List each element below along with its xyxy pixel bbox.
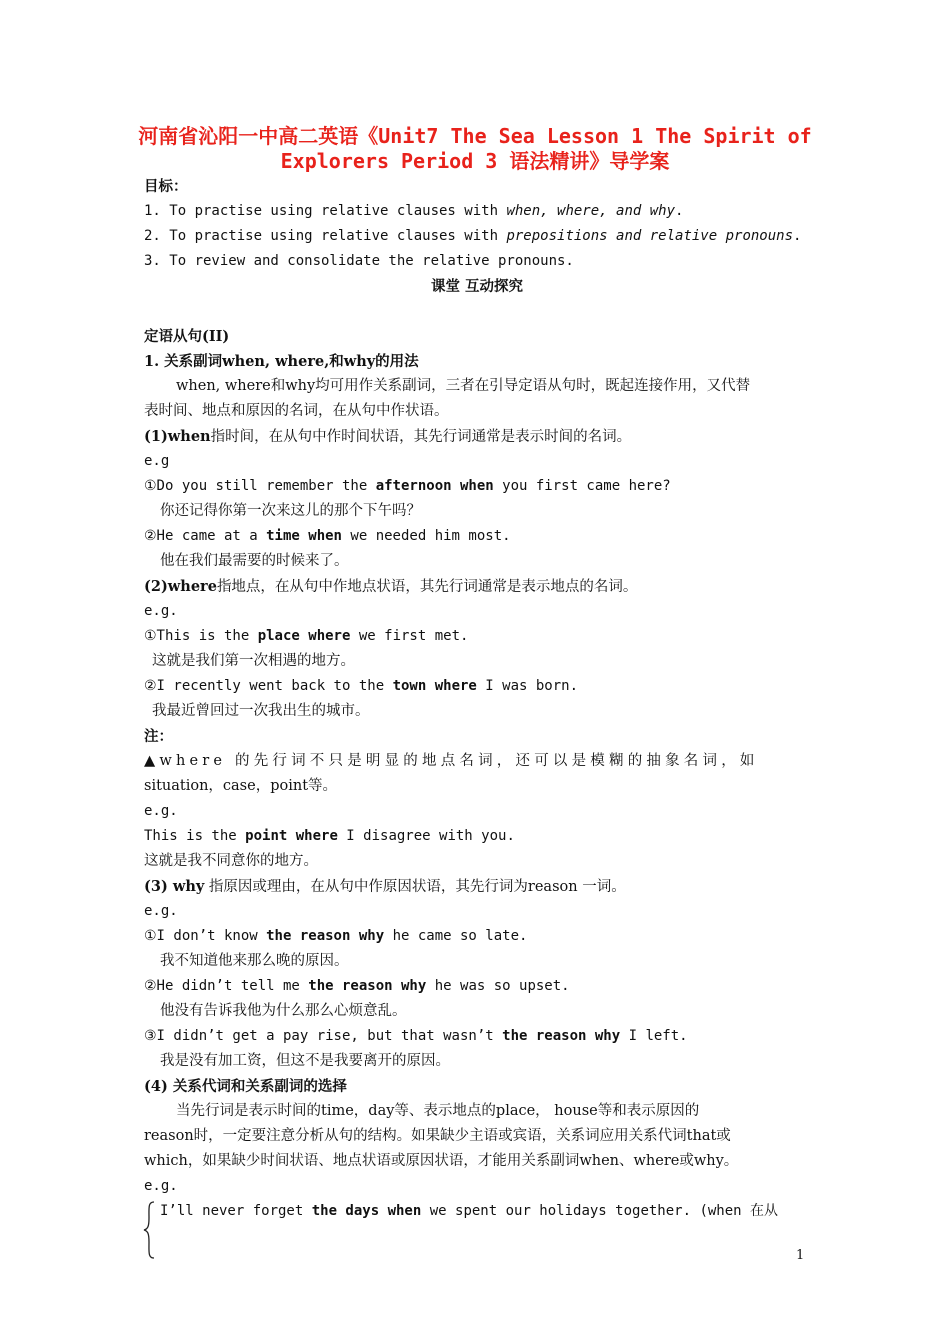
objective-text: 1. To practise using relative clauses with xyxy=(144,203,507,219)
ex-text: I was born. xyxy=(476,678,579,694)
ex-text: ③I didn’t get a pay rise, but that wasn’t xyxy=(144,1028,503,1044)
ex-text: ①Do you still remember the xyxy=(144,478,376,494)
ex-text: we needed him most. xyxy=(341,528,511,544)
objective-text: 2. To practise using relative clauses with xyxy=(144,228,507,244)
note-line-2: situation，case，point等。 xyxy=(144,778,338,794)
where-example-1 xyxy=(144,624,810,649)
ex-text: ①I don’t know xyxy=(144,928,267,944)
ex-bold: town where xyxy=(392,678,477,694)
why-example-3 xyxy=(144,1024,810,1049)
why-example-2 xyxy=(144,974,810,999)
document-body xyxy=(144,174,810,1224)
title-line-1: 河南省沁阳一中高二英语《Unit7 The Sea Lesson 1 The Spirit of xyxy=(138,124,812,148)
when-example-1-cn: 你还记得你第一次来这儿的那个下午吗？ xyxy=(160,503,421,519)
when-desc: 指时间，在从句中作时间状语，其先行词通常是表示时间的名词。 xyxy=(210,429,632,445)
ex-text: he came so late. xyxy=(384,928,528,944)
section-heading: 课堂 互动探究 xyxy=(430,278,524,295)
ex-text: I disagree with you. xyxy=(337,828,515,844)
when-example-1 xyxy=(144,474,810,499)
objective-text: 3. To review and consolidate the relative pronouns. xyxy=(144,253,574,269)
page-number: 1 xyxy=(796,1248,805,1263)
objective-emphasis: prepositions and relative pronouns xyxy=(506,228,794,244)
note-line-1: ▲where 的先行词不只是明显的地点名词，还可以是模糊的抽象名词，如 xyxy=(144,753,759,769)
choice-line-3: which，如果缺少时间状语、地点状语或原因状语，才能用关系副词when、where或why。 xyxy=(144,1153,739,1169)
ex-text: he was so upset. xyxy=(426,978,570,994)
why-eg: e.g. xyxy=(144,903,178,919)
ex-bold: the reason why xyxy=(502,1028,621,1044)
choice-line-1: 当先行词是表示时间的time，day等、表示地点的place， house等和表示原因的 xyxy=(176,1103,700,1119)
where-heading xyxy=(144,574,810,599)
note-example xyxy=(144,824,810,849)
title-line-2: Explorers Period 3 语法精讲》导学案 xyxy=(280,149,670,173)
objective-3 xyxy=(144,249,810,274)
curly-brace-icon xyxy=(142,1200,156,1260)
objective-1 xyxy=(144,199,810,224)
why-example-2-cn: 他没有告诉我他为什么那么心烦意乱。 xyxy=(160,1003,407,1019)
ex-text: I’ll never forget xyxy=(160,1203,312,1219)
ex-text: we spent our holidays together. (when 在从 xyxy=(421,1203,779,1219)
ex-text: ②I recently went back to the xyxy=(144,678,393,694)
note-heading: 注： xyxy=(144,728,173,745)
why-example-1-cn: 我不知道他来那么晚的原因。 xyxy=(160,953,349,969)
sub1-intro-line-2: 表时间、地点和原因的名词，在从句中作状语。 xyxy=(144,403,449,419)
sub1-intro-line-1: when, where和why均可用作关系副词，三者在引导定语从句时，既起连接作用，又代替 xyxy=(176,378,751,394)
ex-text: I left. xyxy=(620,1028,688,1044)
why-example-3-cn: 我是没有加工资，但这不是我要离开的原因。 xyxy=(160,1053,450,1069)
sub1-heading: 1. 关系副词when, where,和why的用法 xyxy=(144,353,419,370)
why-label: (3) why xyxy=(144,878,205,895)
objective-end: . xyxy=(675,203,684,219)
where-example-2-cn: 我最近曾回过一次我出生的城市。 xyxy=(152,703,370,719)
when-example-2-cn: 他在我们最需要的时候来了。 xyxy=(160,553,349,569)
choice-heading: (4) 关系代词和关系副词的选择 xyxy=(144,1078,347,1095)
objectives-heading: 目标： xyxy=(144,178,188,195)
objective-emphasis: when, where, and why xyxy=(506,203,676,219)
ex-bold: the reason why xyxy=(266,928,385,944)
why-example-1 xyxy=(144,924,810,949)
ex-text: we first met. xyxy=(350,628,469,644)
ex-text: ①This is the xyxy=(144,628,258,644)
where-example-2 xyxy=(144,674,810,699)
objective-2 xyxy=(144,224,810,249)
choice-example-1 xyxy=(144,1199,810,1224)
why-desc: 指原因或理由，在从句中作原因状语，其先行词为reason 一词。 xyxy=(204,879,626,895)
choice-line-2: reason时，一定要注意分析从句的结构。如果缺少主语或宾语，关系词应用关系代词that或 xyxy=(144,1128,731,1144)
where-example-1-cn: 这就是我们第一次相遇的地方。 xyxy=(152,653,355,669)
note-example-cn: 这就是我不同意你的地方。 xyxy=(144,853,318,869)
why-heading xyxy=(144,874,810,899)
objective-end: . xyxy=(793,228,802,244)
choice-eg: e.g. xyxy=(144,1178,178,1194)
where-desc: 指地点，在从句中作地点状语，其先行词通常是表示地点的名词。 xyxy=(216,579,638,595)
ex-bold: time when xyxy=(266,528,342,544)
where-label: (2)where xyxy=(144,578,217,595)
where-eg: e.g. xyxy=(144,603,178,619)
ex-text: you first came here? xyxy=(493,478,671,494)
ex-bold: place where xyxy=(257,628,351,644)
when-example-2 xyxy=(144,524,810,549)
ex-bold: point where xyxy=(245,828,338,844)
ex-bold: the days when xyxy=(311,1203,422,1219)
when-label: (1)when xyxy=(144,428,211,445)
when-eg: e.g xyxy=(144,453,170,469)
document-title xyxy=(100,124,850,174)
ex-bold: the reason why xyxy=(308,978,427,994)
ex-text: ②He came at a xyxy=(144,528,267,544)
ex-bold: afternoon when xyxy=(375,478,494,494)
ex-text: ②He didn’t tell me xyxy=(144,978,309,994)
part-heading: 定语从句(II) xyxy=(144,328,230,345)
note-eg: e.g. xyxy=(144,803,178,819)
ex-text: This is the xyxy=(144,828,246,844)
when-heading xyxy=(144,424,810,449)
